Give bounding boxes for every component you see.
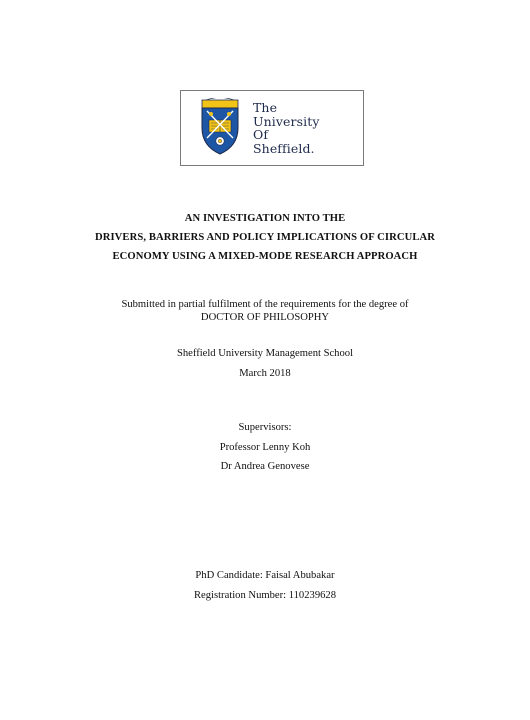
university-crest-icon bbox=[198, 98, 242, 156]
supervisor-name: Professor Lenny Koh bbox=[219, 441, 311, 453]
title-line-2: DRIVERS, BARRIERS AND POLICY IMPLICATIONS OF CIRCULAR bbox=[94, 232, 436, 243]
logo-line-university: University bbox=[253, 113, 320, 129]
university-logo-wordmark bbox=[253, 101, 320, 155]
submission-date: March 2018 bbox=[239, 367, 291, 379]
submission-line-1: Submitted in partial fulfilment of the requirements for the degree of bbox=[121, 299, 409, 310]
title-line-3: ECONOMY USING A MIXED-MODE RESEARCH APPROACH bbox=[112, 251, 418, 262]
school-block bbox=[0, 344, 530, 383]
candidate-name: PhD Candidate: Faisal Abubakar bbox=[195, 570, 335, 581]
logo-line-the: The bbox=[253, 100, 278, 115]
thesis-title bbox=[0, 209, 530, 266]
supervisors-block bbox=[0, 418, 530, 477]
logo-line-sheffield: Sheffield. bbox=[253, 140, 315, 156]
candidate-block bbox=[0, 566, 530, 605]
title-line-1: AN INVESTIGATION INTO THE bbox=[184, 213, 346, 224]
supervisors-heading: Supervisors: bbox=[238, 422, 292, 433]
registration-number: Registration Number: 110239628 bbox=[193, 589, 337, 601]
school-name: Sheffield University Management School bbox=[176, 348, 354, 359]
degree-name: DOCTOR OF PHILOSOPHY bbox=[200, 311, 330, 323]
logo-line-of: Of bbox=[253, 127, 269, 142]
submission-statement bbox=[0, 299, 530, 324]
university-logo bbox=[180, 90, 364, 166]
supervisor-name: Dr Andrea Genovese bbox=[220, 461, 310, 472]
